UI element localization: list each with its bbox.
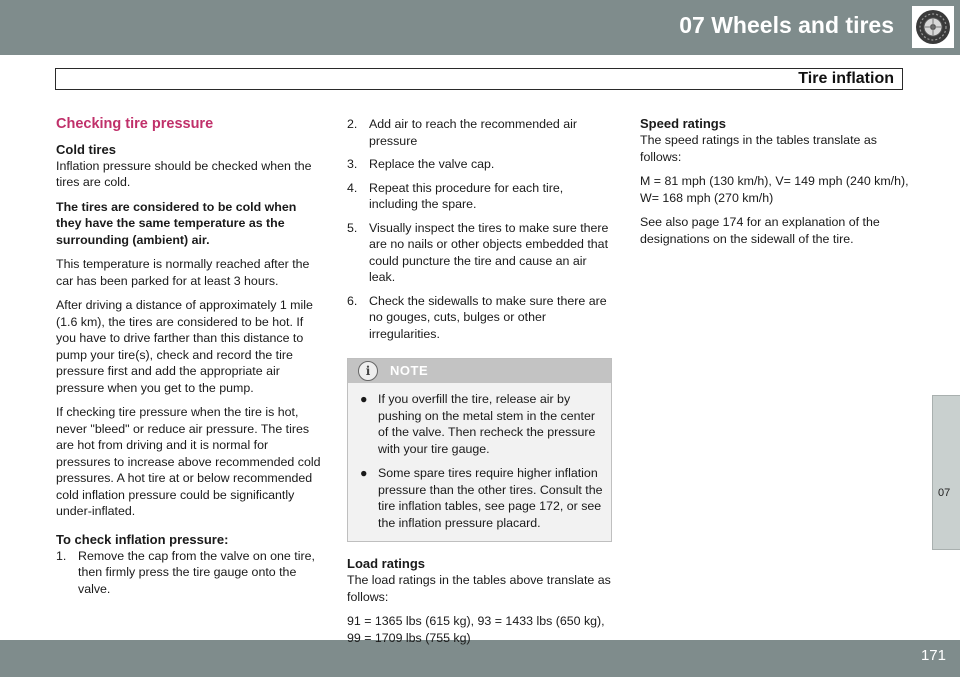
list-number: 6. bbox=[347, 293, 358, 308]
list-item bbox=[347, 293, 613, 343]
list-number: 4. bbox=[347, 180, 358, 195]
column-2 bbox=[347, 116, 613, 654]
page-number: 171 bbox=[920, 647, 946, 664]
list-item bbox=[347, 180, 613, 213]
list-text: Replace the valve cap. bbox=[369, 157, 495, 171]
bullet-text: Some spare tires require higher inflation pressure than the other tires. Consult the tire inflation tables, see page 172, or see the inflation pressure placard. bbox=[378, 466, 603, 530]
paragraph: See also page 174 for an explanation of the designations on the sidewall of the tire. bbox=[640, 215, 880, 246]
note-bullet bbox=[356, 391, 603, 457]
chapter-tab-label: 07 bbox=[938, 487, 951, 499]
list-text: Add air to reach the recommended air pressure bbox=[369, 117, 577, 148]
column-1 bbox=[56, 116, 322, 604]
speed-ratings-heading: Speed ratings bbox=[640, 116, 726, 131]
list-item bbox=[56, 548, 322, 598]
load-ratings-heading: Load ratings bbox=[347, 556, 426, 571]
bullet-icon: ● bbox=[360, 466, 368, 480]
list-number: 1. bbox=[56, 548, 67, 563]
bullet-icon: ● bbox=[360, 392, 368, 406]
list-text: Check the sidewalls to make sure there are no gouges, cuts, bulges or other irregularities. bbox=[369, 293, 607, 341]
chapter-tab[interactable] bbox=[932, 395, 960, 550]
paragraph: If checking tire pressure when the tire is hot, never "bleed" or reduce air pressure. The tires are hot from driving and it is normal for pressures to increase above recommended cold pressures. A hot tire at or below recommended cold inflation pressure could be significantly under-inflated. bbox=[56, 405, 321, 518]
paragraph: The load ratings in the tables above translate as follows: bbox=[347, 573, 611, 604]
steps-list bbox=[56, 548, 322, 598]
chapter-title: 07 Wheels and tires bbox=[679, 12, 894, 38]
list-number: 5. bbox=[347, 220, 358, 235]
list-item bbox=[347, 116, 613, 149]
list-text: Visually inspect the tires to make sure there are no nails or other objects embedded that could puncture the tire and cause an air leak. bbox=[369, 220, 609, 284]
tire-icon bbox=[912, 6, 954, 48]
paragraph: 91 = 1365 lbs (615 kg), 93 = 1433 lbs (650 kg), 99 = 1709 lbs (755 kg) bbox=[347, 614, 605, 645]
section-title: Tire inflation bbox=[798, 70, 894, 87]
info-icon: i bbox=[358, 361, 378, 381]
note-header bbox=[348, 359, 611, 383]
bullet-text: If you overfill the tire, release air by pushing on the metal stem in the center of the valve. Then recheck the pressure with your tire gauge. bbox=[378, 392, 596, 456]
list-item bbox=[347, 220, 613, 286]
header-band bbox=[0, 0, 960, 55]
list-text: Repeat this procedure for each tire, including the spare. bbox=[369, 180, 564, 211]
note-bullet bbox=[356, 465, 603, 531]
paragraph: This temperature is normally reached after the car has been parked for at least 3 hours. bbox=[56, 257, 310, 288]
note-title: NOTE bbox=[390, 362, 429, 378]
note-body bbox=[348, 383, 611, 541]
paragraph: After driving a distance of approximately 1 mile (1.6 km), the tires are considered to be hot. If you have to drive farther than this distance to pump your tire(s), check and record the tire pressure first and add the appropriate air pressure when you get to the pump. bbox=[56, 298, 313, 395]
column-3 bbox=[640, 116, 910, 255]
section-heading: Checking tire pressure bbox=[56, 116, 214, 132]
note-box bbox=[347, 358, 612, 542]
paragraph: Inflation pressure should be checked when the tires are cold. bbox=[56, 158, 312, 189]
section-bar bbox=[55, 68, 903, 90]
paragraph: The speed ratings in the tables translate as follows: bbox=[640, 133, 877, 164]
list-text: Remove the cap from the valve on one tire, then firmly press the tire gauge onto the valve. bbox=[78, 548, 315, 596]
check-pressure-heading: To check inflation pressure: bbox=[56, 531, 229, 547]
cold-tires-heading: Cold tires bbox=[56, 141, 116, 157]
steps-list bbox=[347, 116, 613, 342]
list-number: 3. bbox=[347, 157, 358, 171]
paragraph: M = 81 mph (130 km/h), V= 149 mph (240 km/h), W= 168 mph (270 km/h) bbox=[640, 174, 909, 205]
list-number: 2. bbox=[347, 117, 358, 131]
paragraph-bold: The tires are considered to be cold when they have the same temperature as the surrounding (ambient) air. bbox=[56, 199, 297, 247]
list-item bbox=[347, 156, 613, 173]
